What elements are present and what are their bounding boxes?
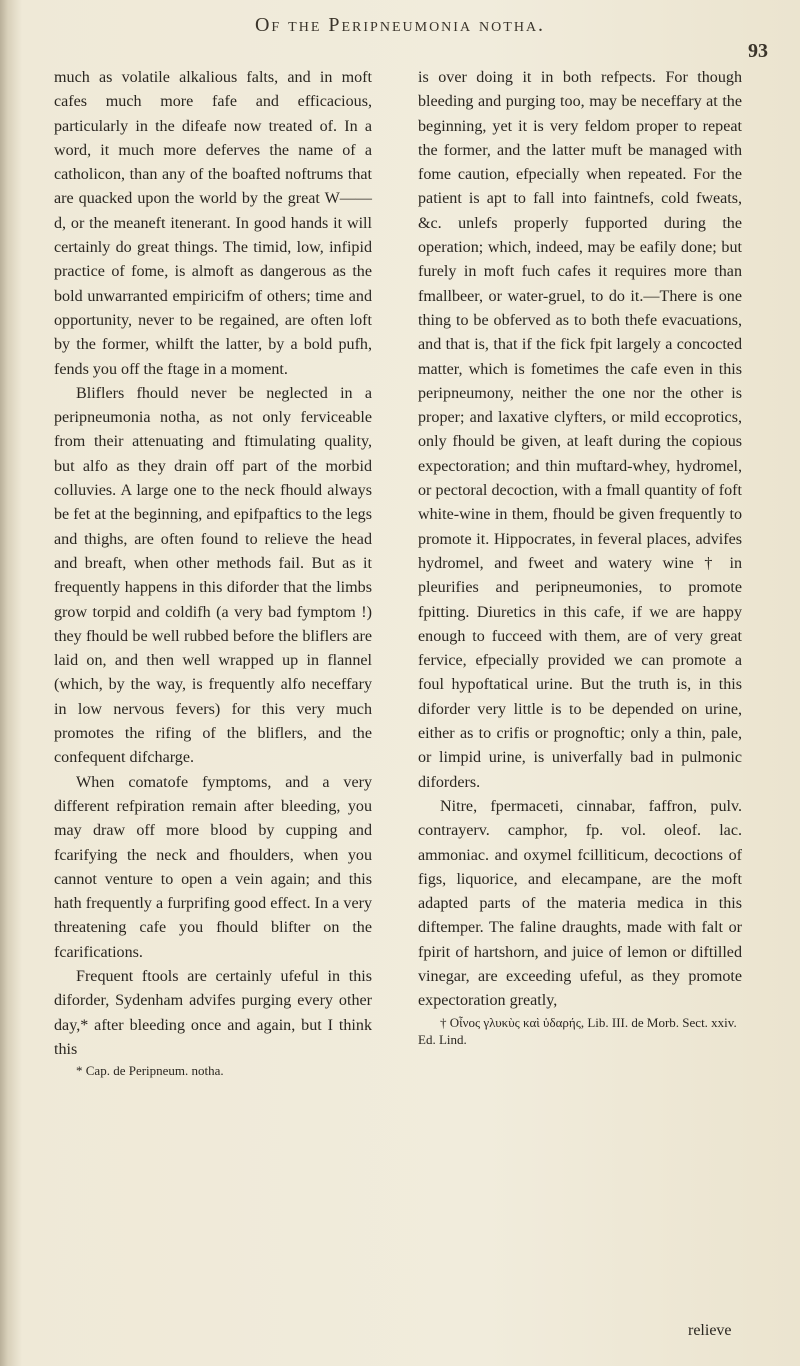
paragraph: Nitre, fpermaceti, cinnabar, faffron, pulv. contrayerv. camphor, fp. vol. oleof. lac. ammoniac. and oxymel fcilliticum, decoctions of figs, liquorice, and elecampane, are the moft adapted parts of the materia medica in this diftemper. The faline draughts, made with falt or fpirit of hartshorn, and juice of lemon or diftilled vinegar, are exceeding ufeful, as they promote expectoration greatly, xyxy=(418,797,742,1010)
paragraph: Frequent ftools are certainly ufeful in this diforder, Sydenham advifes purging every other day,* after bleeding once and again, but I think this xyxy=(54,967,372,1058)
paragraph: Bliflers fhould never be neglected in a peripneumonia notha, as not only ferviceable from their attenuating and ftimulating quality, but alfo as they drain off part of the morbid colluvies. A large one to the neck fhould always be fet at the beginning, and epifpaftics to the legs and thighs, are often found to relieve the head and breaft, when other methods fail. But as it frequently happens in this diforder that the limbs grow torpid and coldifh (a very bad fymptom !) they fhould be well rubbed before the bliflers are laid on, and then well wrapped up in flannel (which, by the way, is frequently alfo neceffary in low nervous fevers) for this very much promotes the rifing of the bliflers, and the confequent difcharge. xyxy=(54,384,372,767)
paragraph: much as volatile alkalious falts, and in moft cafes much more fafe and efficacious, particularly in the difeafe now treated of. In a word, it much more deferves the name of a catholicon, than any of the boafted noftrums that are quacked upon the world by the great W——d, or the meaneft itenerant. In good hands it will certainly do great things. The timid, low, infipid practice of fome, is almoft as dangerous as the bold unwarranted empiricifm of others; time and opportunity, never to be regained, are often loft by the former, whilft the latter, by a bold pufh, fends you off the ftage in a moment. xyxy=(54,69,372,378)
paragraph: When comatofe fymptoms, and a very different refpiration remain after bleeding, you may draw off more blood by cupping and fcarifying the neck and fhoulders, when you cannot venture to open a vein again; and this hath frequently a furprifing good effect. In a very threatening cafe you fhould blifter on the fcarifications. xyxy=(54,773,372,961)
left-column xyxy=(54,66,372,1079)
footnote: * Cap. de Peripneum. notha. xyxy=(76,1063,224,1079)
catchword: relieve xyxy=(688,1322,732,1339)
paragraph: is over doing it in both refpects. For though bleeding and purging too, may be neceffary at the beginning, yet it is very feldom proper to repeat the former, and the latter muft be managed with fome caution, efpecially when repeated. For the patient is apt to fall into faintnefs, cold fweats, &c. unlefs properly fupported during the operation; which, indeed, may be eafily done; but furely in moft fuch cafes it requires more than fmallbeer, or water-gruel, to do it.—There is one thing to be obferved as to both thefe evacuations, and that is, that if the fick fpit largely a concocted matter, which is fometimes the cafe even in this peripneumony, neither the one nor the other is proper; and laxative clyfters, or mild eccoprotics, only fhould be given, at leaft during the copious expectoration; and thin muftard-whey, hydromel, or pectoral decoction, with a fmall quantity of foft white-wine in them, fhould be given frequently to promote it. Hippocrates, in feveral places, advifes hydromel, and fweet and watery wine † in pleurifies and peripneumonies, to promote fpitting. Diuretics in this cafe, if we are happy enough to fucceed with them, are of very great fervice, efpecially provided we can promote a foul hypoftatical urine. But the truth is, in this diforder very little is to be depended on urine, either as to crifis or prognoftic; only a thin, pale, or limpid urine, is univerfally bad in pulmonic diforders. xyxy=(418,69,742,791)
footnote: † Οἶνος γλυκὺς καὶ ὑδαρής, Lib. III. de Morb. Sect. xxiv. Ed. Lind. xyxy=(418,1014,737,1047)
gutter-shadow xyxy=(0,0,22,1366)
right-column xyxy=(418,66,742,1048)
page-number: 93 xyxy=(748,40,768,62)
running-head: Of the Peripneumonia notha. xyxy=(254,14,546,36)
